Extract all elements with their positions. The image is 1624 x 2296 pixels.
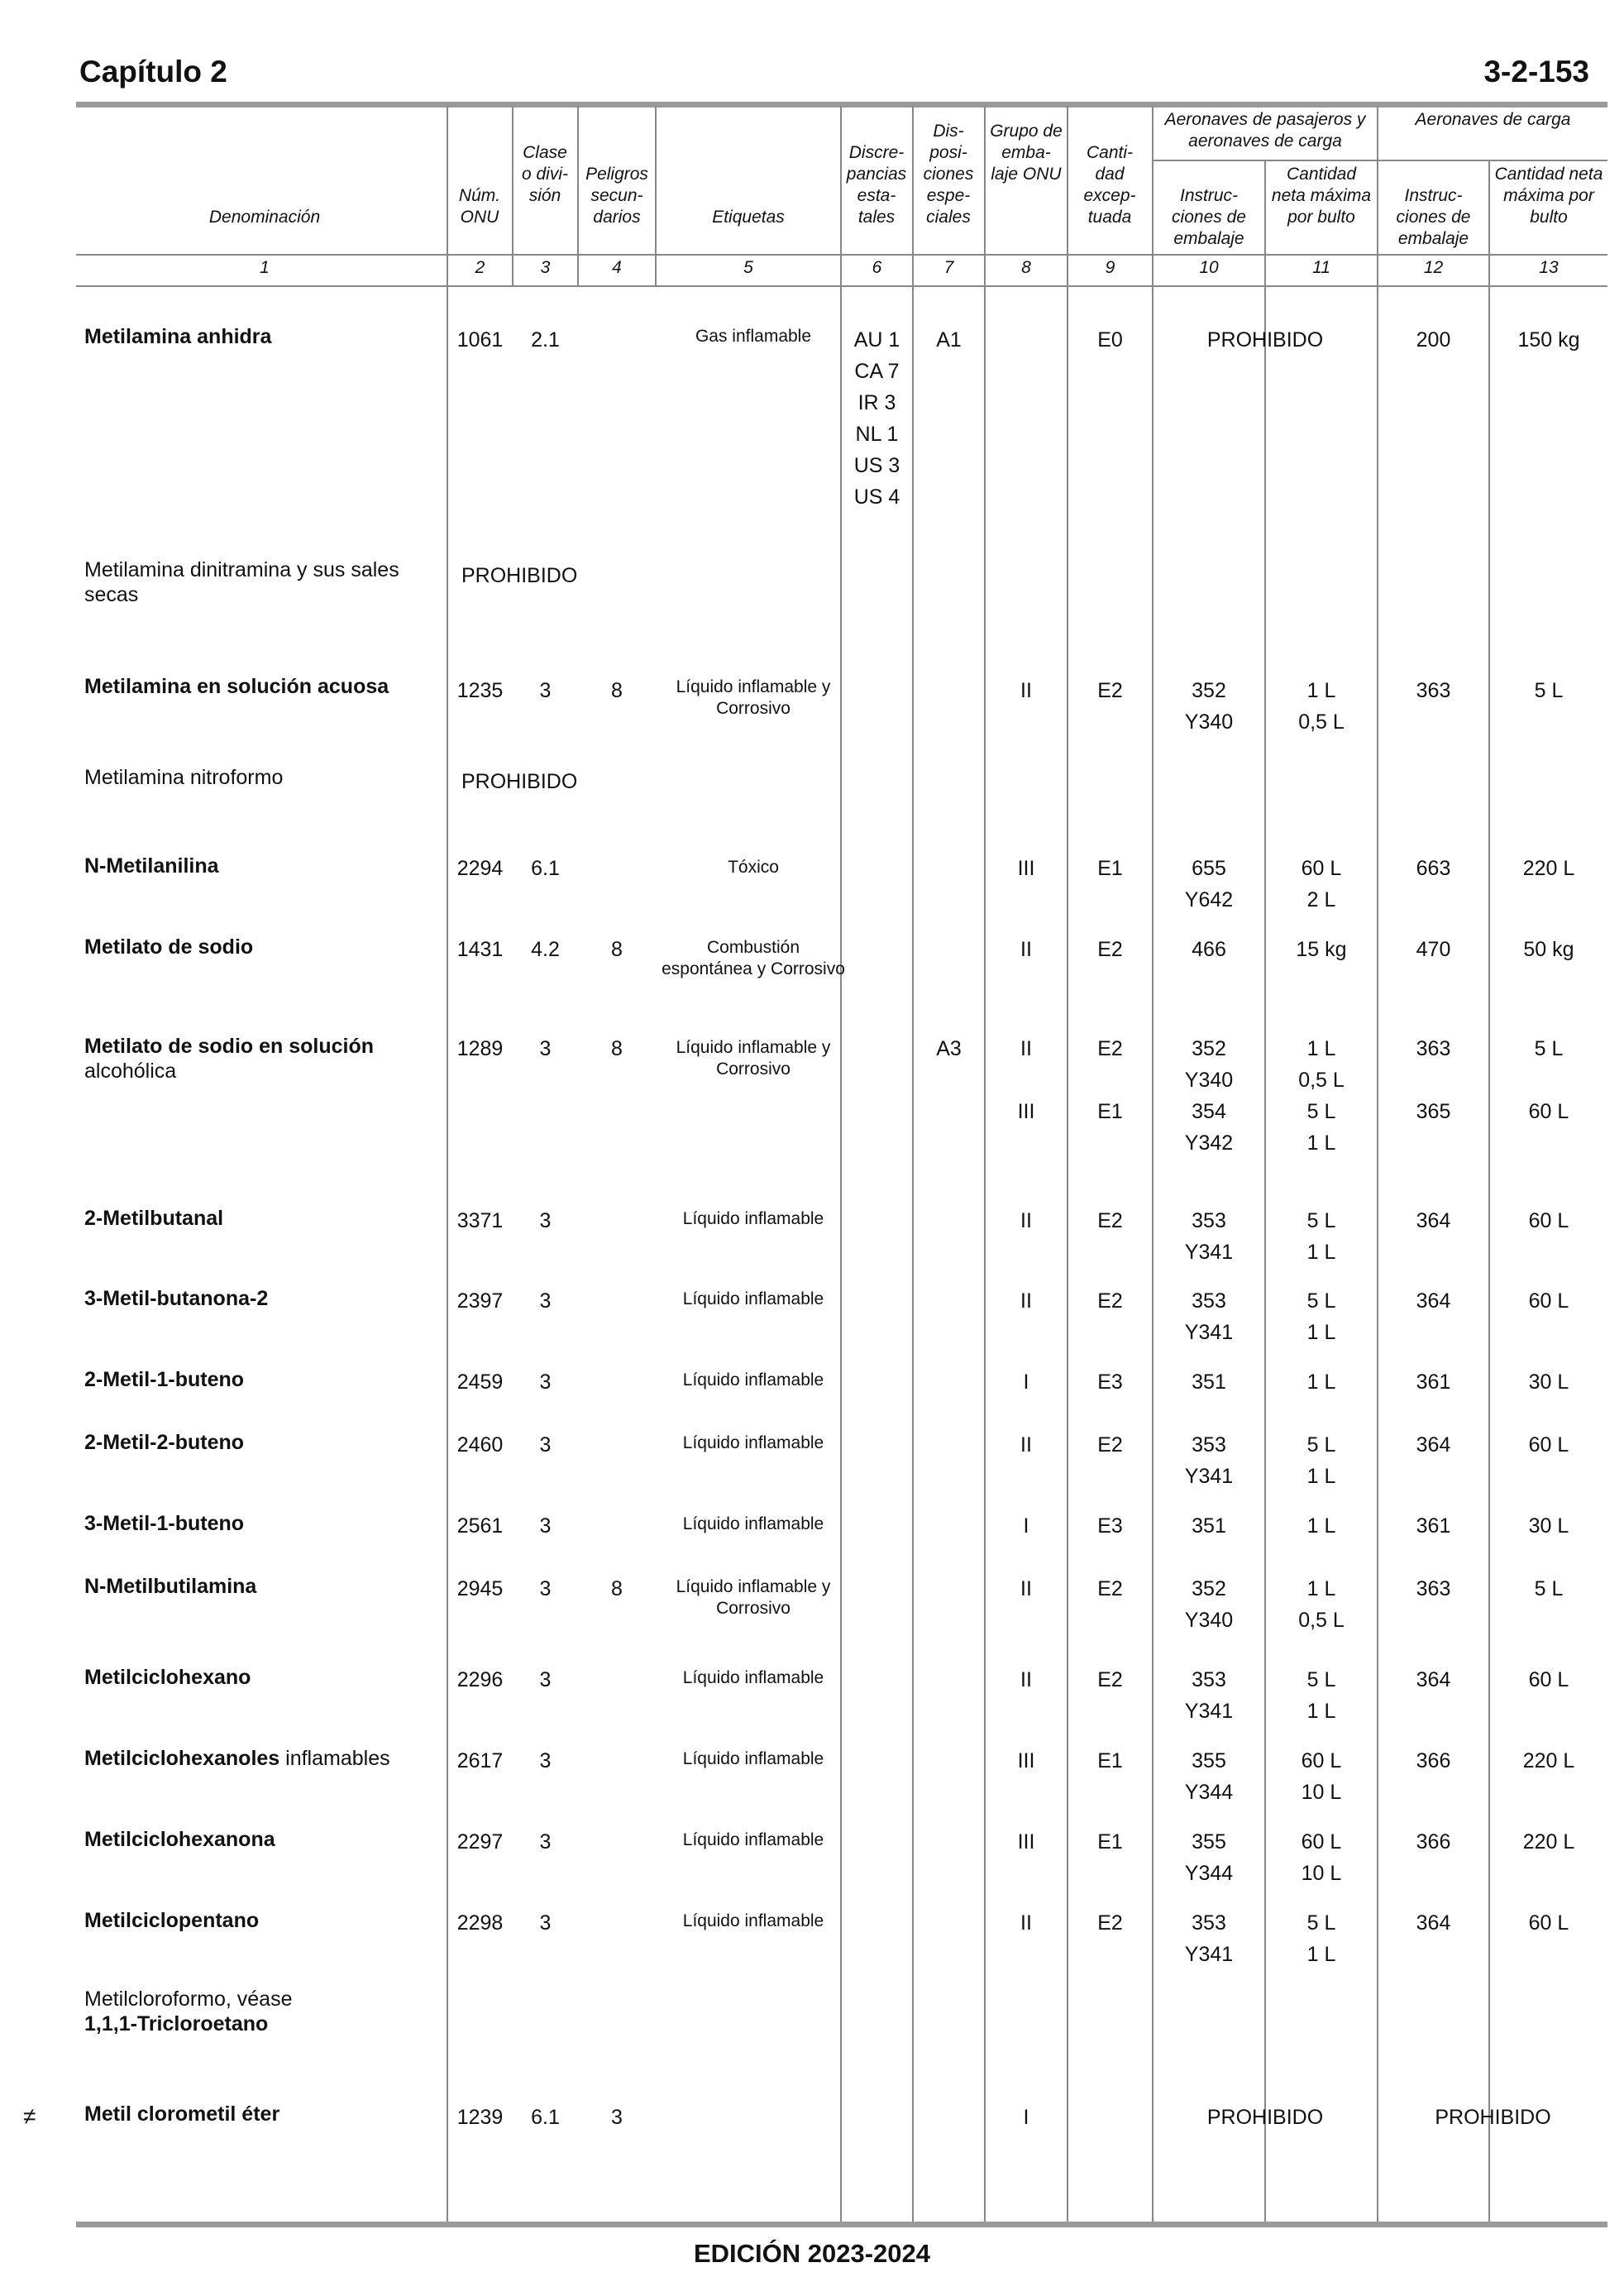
- cargo-instruction: 200: [1416, 328, 1451, 352]
- cargo-quantity: 220 L: [1522, 1749, 1575, 1772]
- entry-name: Metilciclohexanona: [84, 1828, 275, 1851]
- col-number: 10: [1199, 258, 1219, 277]
- passenger-instruction: 353 Y341: [1184, 1289, 1234, 1344]
- col-line: [1067, 106, 1068, 2222]
- header-grupo: Grupo de emba- laje ONU: [990, 122, 1063, 184]
- hazard-class: 3: [539, 1830, 552, 1854]
- label-text: Líquido inflamable: [682, 1911, 824, 1930]
- edition-footer: EDICIÓN 2023-2024: [693, 2239, 931, 2268]
- un-number: 1235: [456, 679, 504, 702]
- passenger-instruction: 352 Y340: [1184, 1577, 1234, 1632]
- cargo-quantity: 60 L: [1528, 1911, 1569, 1935]
- entry-name: 2-Metil-2-buteno: [84, 1431, 245, 1454]
- packing-group: I: [1023, 2106, 1029, 2129]
- cargo-instruction: 363: [1416, 679, 1451, 702]
- cargo-instruction: 361: [1416, 1370, 1451, 1394]
- passenger-instruction: 352 Y340: [1184, 679, 1234, 734]
- forbidden-text: PROHIBIDO: [461, 770, 578, 793]
- subsidiary-hazard: 3: [611, 2106, 623, 2129]
- packing-group: II: [1020, 1668, 1032, 1691]
- col-number: 9: [1105, 258, 1115, 277]
- entry-name: 3-Metil-butanona-2: [84, 1287, 269, 1310]
- col-number: 1: [260, 258, 270, 277]
- excepted-quantity: E1: [1097, 857, 1123, 880]
- passenger-instruction: 353 Y341: [1184, 1433, 1234, 1488]
- col-number: 11: [1312, 258, 1330, 277]
- header-clase: Clase o divi- sión: [521, 143, 569, 205]
- passenger-instruction: 352 Y340 354 Y342: [1184, 1037, 1234, 1155]
- hazard-class: 3: [539, 1289, 552, 1313]
- excepted-quantity: E2: [1097, 1668, 1123, 1691]
- excepted-quantity: E2: [1097, 1433, 1123, 1457]
- cargo-quantity: 60 L: [1528, 1289, 1569, 1313]
- entry-name: 3-Metil-1-buteno: [84, 1512, 245, 1535]
- header-instrucciones-12: Instruc- ciones de embalaje: [1396, 186, 1471, 248]
- cargo-instruction: 470: [1416, 938, 1451, 961]
- packing-group: III: [1017, 1830, 1035, 1854]
- cargo-instruction: 361: [1416, 1514, 1451, 1538]
- cargo-quantity: 60 L: [1528, 1433, 1569, 1457]
- label-text: Líquido inflamable: [682, 1749, 824, 1768]
- col-number: 6: [872, 258, 882, 277]
- label-text: Líquido inflamable y Corrosivo: [676, 677, 831, 718]
- subsidiary-hazard: 8: [611, 938, 623, 961]
- label-text: Líquido inflamable: [682, 1370, 824, 1390]
- hazard-class: 3: [539, 1577, 552, 1600]
- cargo-instruction: 364: [1416, 1911, 1451, 1935]
- passenger-quantity: 5 L 1 L: [1306, 1209, 1336, 1264]
- packing-group: III: [1017, 1749, 1035, 1772]
- cargo-instruction: 663: [1416, 857, 1451, 880]
- label-text: Líquido inflamable: [682, 1209, 824, 1228]
- packing-group: II: [1020, 679, 1032, 702]
- un-number: 2297: [456, 1830, 504, 1854]
- un-number: 2460: [456, 1433, 504, 1457]
- entry-name: Metilamina nitroformo: [84, 766, 284, 789]
- group-divider: [1152, 160, 1607, 161]
- passenger-quantity: 1 L: [1306, 1514, 1336, 1538]
- label-text: Líquido inflamable: [682, 1668, 824, 1687]
- passenger-quantity: 1 L: [1306, 1370, 1336, 1394]
- passenger-quantity: 5 L 1 L: [1306, 1911, 1336, 1966]
- col-line: [984, 106, 986, 2222]
- col-number: 12: [1423, 258, 1444, 277]
- hazard-class: 3: [539, 1749, 552, 1772]
- col-number: 3: [540, 258, 551, 277]
- cargo-quantity: 30 L: [1528, 1514, 1569, 1538]
- un-number: 2561: [456, 1514, 504, 1538]
- hazard-class: 3: [539, 1668, 552, 1691]
- cargo-quantity: 150 kg: [1517, 328, 1580, 352]
- cross-reference-link[interactable]: 1,1,1-Tricloroetano: [84, 2012, 269, 2035]
- un-number: 2294: [456, 857, 504, 880]
- hazard-class: 3: [539, 1911, 552, 1935]
- passenger-quantity: 15 kg: [1296, 938, 1347, 961]
- header-cantidad-11: Cantidad neta máxima por bulto: [1271, 165, 1372, 227]
- hazard-class: 4.2: [531, 938, 560, 961]
- passenger-quantity: 1 L 0,5 L: [1298, 679, 1345, 734]
- label-text: Líquido inflamable: [682, 1433, 824, 1452]
- hazard-class: 3: [539, 1370, 552, 1394]
- hazard-class: 3: [539, 1209, 552, 1232]
- passenger-quantity: 1 L 0,5 L 5 L 1 L: [1298, 1037, 1345, 1155]
- entry-name: Metilciclohexanoles inflamables: [84, 1747, 390, 1770]
- cargo-instruction: 363: [1416, 1577, 1451, 1600]
- packing-group: II: [1020, 938, 1032, 961]
- entry-name: Metilcloroformo, véase 1,1,1-Tricloroetano: [84, 1987, 448, 2036]
- packing-group: I: [1023, 1514, 1029, 1538]
- un-number: 2617: [456, 1749, 504, 1772]
- cargo-instruction: 364: [1416, 1433, 1451, 1457]
- cargo-instruction: 364: [1416, 1668, 1451, 1691]
- header-carga-group: Aeronaves de carga: [1415, 110, 1571, 129]
- entry-name: Metilciclopentano: [84, 1909, 260, 1932]
- cargo-quantity: 60 L: [1528, 1668, 1569, 1691]
- passenger-forbidden: PROHIBIDO: [1206, 328, 1324, 352]
- label-text: Líquido inflamable: [682, 1289, 824, 1308]
- hazard-class: 3: [539, 1514, 552, 1538]
- passenger-instruction: 353 Y341: [1184, 1668, 1234, 1723]
- packing-group: II: [1020, 1289, 1032, 1313]
- passenger-instruction: 655 Y642: [1184, 857, 1234, 911]
- cargo-quantity: 220 L: [1522, 857, 1575, 880]
- header-cantidad-13: Cantidad neta máxima por bulto: [1494, 165, 1603, 227]
- subsidiary-hazard: 8: [611, 1037, 623, 1060]
- forbidden-text: PROHIBIDO: [461, 564, 578, 587]
- header-etiquetas: Etiquetas: [712, 208, 785, 227]
- packing-group: II III: [1017, 1037, 1035, 1123]
- passenger-quantity: 60 L 10 L: [1301, 1830, 1342, 1885]
- entry-name: Metilato de sodio: [84, 935, 254, 959]
- un-number: 2296: [456, 1668, 504, 1691]
- entry-name: N-Metilanilina: [84, 854, 219, 878]
- special-provisions: A1: [936, 328, 962, 352]
- hazard-class: 3: [539, 1037, 552, 1060]
- col-number: 5: [743, 258, 753, 277]
- cargo-quantity: 220 L: [1522, 1830, 1575, 1854]
- passenger-quantity: 5 L 1 L: [1306, 1668, 1336, 1723]
- entry-name: Metilciclohexano: [84, 1666, 251, 1689]
- bottom-rule: [76, 2222, 1607, 2227]
- cargo-quantity: 30 L: [1528, 1370, 1569, 1394]
- cargo-forbidden: PROHIBIDO: [1435, 2106, 1551, 2129]
- passenger-quantity: 60 L 2 L: [1301, 857, 1342, 911]
- excepted-quantity: E2: [1097, 1911, 1123, 1935]
- passenger-quantity: 1 L 0,5 L: [1298, 1577, 1345, 1632]
- packing-group: II: [1020, 1577, 1032, 1600]
- col-line: [1152, 106, 1154, 2222]
- excepted-quantity: E2 E1: [1097, 1037, 1123, 1123]
- entry-name: N-Metilbutilamina: [84, 1575, 257, 1598]
- un-number: 1061: [456, 328, 504, 352]
- header-disposiciones: Dis- posi- ciones espe- ciales: [923, 122, 974, 227]
- cargo-instruction: 364: [1416, 1209, 1451, 1232]
- state-variations: AU 1 CA 7 IR 3 NL 1 US 3 US 4: [853, 328, 900, 509]
- excepted-quantity: E2: [1097, 938, 1123, 961]
- passenger-instruction: 351: [1192, 1514, 1226, 1538]
- excepted-quantity: E2: [1097, 679, 1123, 702]
- page-number: 3-2-153: [1483, 55, 1589, 88]
- hazard-class: 3: [539, 679, 552, 702]
- header-pasajeros-group: Aeronaves de pasajeros y aeronaves de carga: [1164, 110, 1366, 151]
- col-number: 4: [612, 258, 622, 277]
- packing-group: II: [1020, 1209, 1032, 1232]
- passenger-instruction: 355 Y344: [1184, 1749, 1234, 1804]
- excepted-quantity: E3: [1097, 1514, 1123, 1538]
- special-provisions: A3: [936, 1037, 962, 1060]
- cargo-instruction: 366: [1416, 1749, 1451, 1772]
- cargo-quantity: 5 L 60 L: [1528, 1037, 1569, 1123]
- passenger-instruction: 351: [1192, 1370, 1226, 1394]
- passenger-instruction: 353 Y341: [1184, 1911, 1234, 1966]
- header-peligros: Peligros secun- darios: [585, 165, 648, 227]
- label-text: Combustión espontánea y Corrosivo: [662, 938, 845, 978]
- header-cantidad: Canti- dad excep- tuada: [1083, 143, 1136, 227]
- hazard-class: 6.1: [531, 857, 560, 880]
- hazard-class: 6.1: [531, 2106, 560, 2129]
- un-number: 2945: [456, 1577, 504, 1600]
- header-onu: Núm. ONU: [458, 186, 501, 227]
- excepted-quantity: E2: [1097, 1289, 1123, 1313]
- label-text: Líquido inflamable y Corrosivo: [676, 1577, 831, 1618]
- subsidiary-hazard: 8: [611, 679, 623, 702]
- un-number: 3371: [456, 1209, 504, 1232]
- cargo-instruction: 364: [1416, 1289, 1451, 1313]
- entry-name: Metilamina en solución acuosa: [84, 675, 389, 698]
- cargo-quantity: 50 kg: [1523, 938, 1574, 961]
- label-text: Líquido inflamable: [682, 1514, 824, 1533]
- col-line: [1377, 106, 1378, 2222]
- un-number: 2298: [456, 1911, 504, 1935]
- cargo-quantity: 5 L: [1534, 1577, 1564, 1600]
- packing-group: III: [1017, 857, 1035, 880]
- label-text: Tóxico: [728, 858, 779, 877]
- passenger-instruction: 466: [1192, 938, 1226, 961]
- excepted-quantity: E3: [1097, 1370, 1123, 1394]
- change-mark: ≠: [23, 2103, 36, 2129]
- packing-group: I: [1023, 1370, 1029, 1394]
- col-number: 8: [1021, 258, 1031, 277]
- excepted-quantity: E1: [1097, 1830, 1123, 1854]
- passenger-quantity: 5 L 1 L: [1306, 1433, 1336, 1488]
- excepted-quantity: E2: [1097, 1209, 1123, 1232]
- subsidiary-hazard: 8: [611, 1577, 623, 1600]
- entry-name: 2-Metilbutanal: [84, 1207, 224, 1230]
- entry-name: Metilamina dinitramina y sus sales secas: [84, 558, 399, 606]
- un-number: 1289: [456, 1037, 504, 1060]
- excepted-quantity: E0: [1097, 328, 1123, 352]
- un-number: 1239: [456, 2106, 504, 2129]
- col-number: 13: [1539, 258, 1559, 277]
- hazard-class: 3: [539, 1433, 552, 1457]
- excepted-quantity: E1: [1097, 1749, 1123, 1772]
- label-text: Líquido inflamable: [682, 1830, 824, 1849]
- entry-name: Metil clorometil éter: [84, 2102, 280, 2126]
- cargo-instruction: 366: [1416, 1830, 1451, 1854]
- header-denominacion: Denominación: [208, 208, 321, 227]
- entry-name: 2-Metil-1-buteno: [84, 1368, 245, 1391]
- col-line: [912, 106, 914, 2222]
- passenger-instruction: 353 Y341: [1184, 1209, 1234, 1264]
- un-number: 1431: [456, 938, 504, 961]
- cargo-quantity: 60 L: [1528, 1209, 1569, 1232]
- cargo-instruction: 363 365: [1416, 1037, 1451, 1123]
- col-line: [447, 106, 448, 2222]
- passenger-quantity: 5 L 1 L: [1306, 1289, 1336, 1344]
- entry-name: Metilamina anhidra: [84, 325, 272, 348]
- passenger-quantity: 60 L 10 L: [1301, 1749, 1342, 1804]
- un-number: 2397: [456, 1289, 504, 1313]
- header-instrucciones-10: Instruc- ciones de embalaje: [1172, 186, 1246, 248]
- col-number: 7: [943, 258, 954, 277]
- col-number: 2: [475, 258, 485, 277]
- cargo-quantity: 5 L: [1534, 679, 1564, 702]
- entry-name: Metilato de sodio en solución alcohólica: [84, 1035, 375, 1083]
- hazard-class: 2.1: [531, 328, 560, 352]
- chapter-title: Capítulo 2: [79, 55, 227, 88]
- header-discrepancias: Discre- pancias esta- tales: [846, 143, 907, 227]
- packing-group: II: [1020, 1433, 1032, 1457]
- un-number: 2459: [456, 1370, 504, 1394]
- packing-group: II: [1020, 1911, 1032, 1935]
- passenger-instruction: 355 Y344: [1184, 1830, 1234, 1885]
- passenger-forbidden: PROHIBIDO: [1206, 2106, 1324, 2129]
- label-text: Gas inflamable: [695, 327, 812, 346]
- label-text: Líquido inflamable y Corrosivo: [676, 1038, 831, 1079]
- excepted-quantity: E2: [1097, 1577, 1123, 1600]
